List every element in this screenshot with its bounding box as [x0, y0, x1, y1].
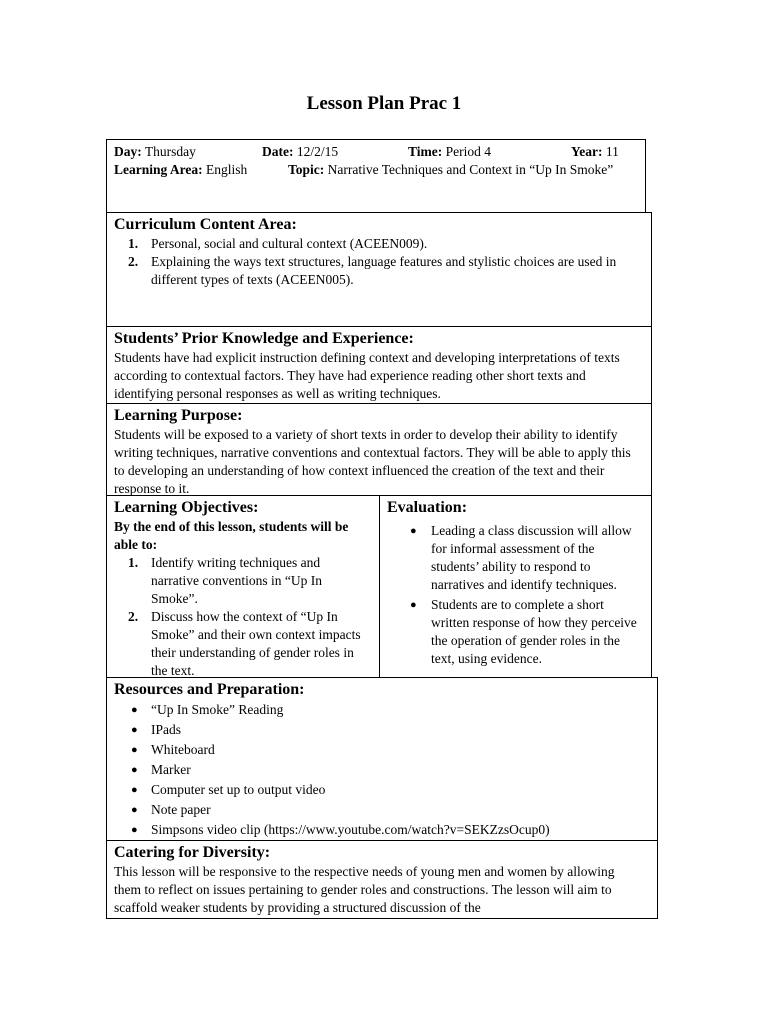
curriculum-list [107, 235, 651, 289]
item-number: 2. [128, 254, 139, 269]
year-field [571, 143, 619, 161]
item-text: IPads [151, 722, 181, 737]
resource-item [107, 820, 657, 840]
evaluation-box [379, 495, 652, 678]
item-number: 1. [128, 236, 139, 251]
learning-purpose-box [106, 403, 652, 496]
header-box [106, 139, 646, 213]
bullet-icon: ● [131, 824, 138, 836]
day-label: Day: [114, 144, 142, 159]
diversity-box [106, 840, 658, 919]
year-value: 11 [605, 144, 619, 159]
objectives-intro: By the end of this lesson, students will be able to: [114, 519, 349, 552]
bullet-icon: ● [410, 525, 417, 537]
area-value: English [206, 162, 248, 177]
resources-heading: Resources and Preparation: [114, 681, 305, 698]
prior-heading: Students’ Prior Knowledge and Experience: [114, 330, 414, 347]
bullet-icon: ● [410, 599, 417, 611]
item-text: Simpsons video clip (https://www.youtube.com/watch?v=SEKZzsOcup0) [151, 822, 550, 837]
resource-item [107, 720, 657, 740]
date-value: 12/2/15 [296, 144, 339, 159]
prior-text: Students have had explicit instruction defining context and developing interpretations of texts according to contextual factors. They have had experience reading other short texts and identifying personal responses as well as writing techniques. [114, 350, 620, 401]
item-text: Leading a class discussion will allow for informal assessment of the students’ ability to respond to narratives and identify techniques. [431, 523, 632, 592]
objectives-heading: Learning Objectives: [114, 499, 259, 516]
bullet-icon: ● [131, 704, 138, 716]
page-title: Lesson Plan Prac 1 [306, 93, 462, 114]
day-field [114, 143, 196, 161]
bullet-icon: ● [131, 784, 138, 796]
item-text: Discuss how the context of “Up In Smoke” and their own context impacts their understanding of gender roles in the text. [151, 609, 361, 678]
topic-field [114, 161, 614, 179]
topic-value: Narrative Techniques and Context in “Up In Smoke” [327, 162, 614, 177]
area-label: Learning Area: [114, 162, 203, 177]
resource-item [107, 700, 657, 720]
item-text: Note paper [151, 802, 211, 817]
diversity-text: This lesson will be responsive to the respective needs of young men and women by allowing them to reflect on issues pertaining to gender roles and constructions. The lesson will aim to scaffold weaker students by providing a structured discussion of the [114, 864, 615, 915]
objective-item-1 [107, 554, 371, 608]
item-text: Explaining the ways text structures, language features and stylistic choices are used in different types of texts (ACEEN005). [151, 254, 617, 287]
item-number: 1. [128, 555, 139, 570]
item-text: Computer set up to output video [151, 782, 326, 797]
bullet-icon: ● [131, 744, 138, 756]
resources-list [107, 700, 657, 840]
objective-item-2 [107, 608, 371, 678]
evaluation-list [380, 522, 651, 668]
purpose-text: Students will be exposed to a variety of short texts in order to develop their ability to identify writing techniques, narrative conventions and contextual factors. They will be able to apply this to developing an understanding of how context influenced the creation of the text and their response to it. [114, 427, 631, 496]
time-field [408, 143, 491, 161]
resource-item [107, 800, 657, 820]
diversity-heading: Catering for Diversity: [114, 844, 271, 861]
curriculum-item-1 [107, 235, 641, 253]
purpose-heading: Learning Purpose: [114, 407, 243, 424]
curriculum-item-2 [107, 253, 641, 289]
bullet-icon: ● [131, 804, 138, 816]
item-number: 2. [128, 609, 139, 624]
resource-item [107, 740, 657, 760]
item-text: Marker [151, 762, 191, 777]
time-value: Period 4 [445, 144, 491, 159]
day-value: Thursday [144, 144, 196, 159]
bullet-icon: ● [131, 724, 138, 736]
objectives-box [106, 495, 380, 678]
item-text: Whiteboard [151, 742, 215, 757]
date-field [262, 143, 338, 161]
evaluation-item-1 [380, 522, 645, 594]
prior-knowledge-box [106, 326, 652, 404]
year-label: Year: [571, 144, 603, 159]
bullet-icon: ● [131, 764, 138, 776]
time-label: Time: [408, 144, 443, 159]
curriculum-heading: Curriculum Content Area: [114, 216, 297, 233]
curriculum-box [106, 212, 652, 327]
item-text: “Up In Smoke” Reading [151, 702, 284, 717]
resource-item [107, 780, 657, 800]
objectives-list [107, 554, 379, 678]
evaluation-item-2 [380, 596, 645, 668]
topic-label: Topic: [288, 162, 325, 177]
resources-box [106, 677, 658, 841]
resource-item [107, 760, 657, 780]
item-text: Identify writing techniques and narrative conventions in “Up In Smoke”. [151, 555, 322, 606]
item-text: Students are to complete a short written response of how they perceive the operation of gender roles in the text, using evidence. [431, 597, 637, 666]
date-label: Date: [262, 144, 294, 159]
evaluation-heading: Evaluation: [387, 499, 468, 516]
item-text: Personal, social and cultural context (ACEEN009). [151, 236, 428, 251]
